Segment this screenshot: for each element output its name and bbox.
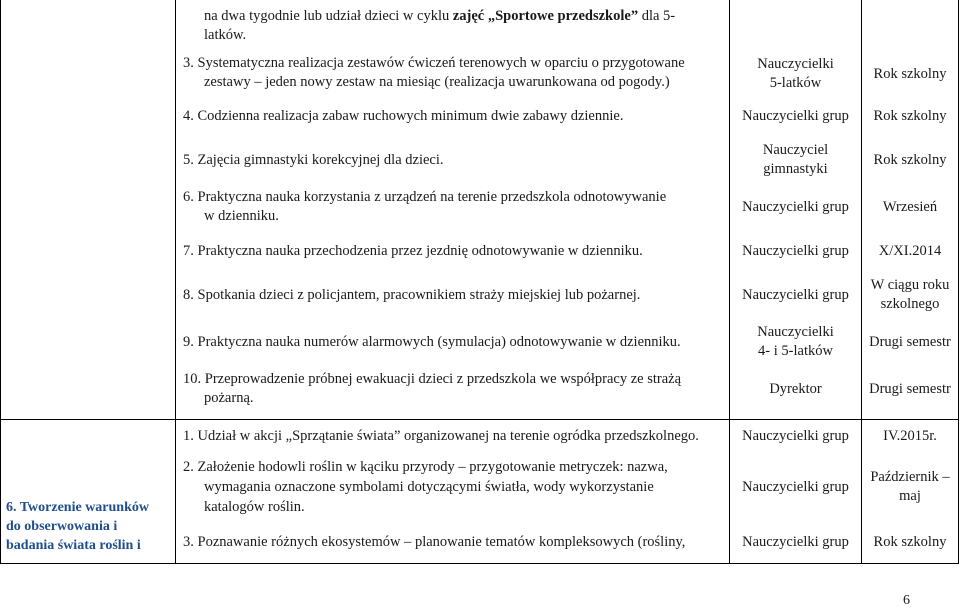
date-cell: Rok szkolny [873,152,947,168]
activity-text: 2. Założenie hodowli roślin w kąciku przyrody – przygotowanie metryczek: nazwa, [183,459,668,475]
responsible-cell: Nauczycielki grup [742,479,849,495]
responsible-cell: gimnastyki [763,161,828,177]
activity-text: 6. Praktyczna nauka korzystania z urządzeń na terenie przedszkola odnotowywanie [183,189,667,205]
date-cell: Październik – [870,469,950,485]
activity-text: 1. Udział w akcji „Sprzątanie świata” organizowanej na terenie ogródka przedszkolnego. [183,428,699,444]
activity-text: 4. Codzienna realizacja zabaw ruchowych minimum dwie zabawy dziennie. [183,108,624,124]
section-title: do obserwowania i [6,519,118,534]
responsible-cell: Nauczycielki grup [742,243,849,259]
responsible-cell: Nauczycielki [757,324,834,340]
responsible-cell: 4- i 5-latków [758,343,833,359]
date-cell: Wrzesień [882,199,938,215]
activity-text: 9. Praktyczna nauka numerów alarmowych (symulacja) odnotowywanie w dzienniku. [183,334,681,350]
table-border-right [958,0,959,563]
table-col-divider-1 [175,0,176,563]
table-border-left [0,0,1,563]
activity-text: zestawy – jeden nowy zestaw na miesiąc (realizacja uwarunkowana od pogody.) [204,74,670,90]
activity-text: 8. Spotkania dzieci z policjantem, pracownikiem straży miejskiej lub pożarnej. [183,287,641,303]
responsible-cell: Nauczycielki grup [742,534,849,550]
section-title: badania świata roślin i [6,538,141,553]
date-cell: maj [899,488,921,504]
responsible-cell: Nauczycielki grup [742,108,849,124]
activity-text: 3. Poznawanie różnych ekosystemów – planowanie tematów kompleksowych (rośliny, [183,534,686,550]
section-title: 6. Tworzenie warunków [6,500,149,515]
activity-text: katalogów roślin. [204,499,305,515]
activity-text: 7. Praktyczna nauka przechodzenia przez jezdnię odnotowywanie w dzienniku. [183,243,643,259]
responsible-cell: Nauczycielki grup [742,199,849,215]
activity-text: w dzienniku. [204,208,279,224]
activity-text: wymagania oznaczone symbolami dotyczącymi światła, wody wykorzystanie [204,479,654,495]
responsible-cell: 5-latków [769,75,822,91]
table-rule-section-6 [0,419,959,420]
date-cell: Drugi semestr [869,381,951,397]
responsible-cell: Nauczycielki [757,56,834,72]
page-number: 6 [903,593,910,608]
responsible-cell: Nauczyciel [762,142,829,158]
date-cell: szkolnego [880,296,940,312]
date-cell: Rok szkolny [873,534,947,550]
date-cell: Rok szkolny [873,108,947,124]
responsible-cell: Nauczycielki grup [742,287,849,303]
activity-text: 3. Systematyczna realizacja zestawów ćwiczeń terenowych w oparciu o przygotowane [183,55,685,71]
activity-text: 10. Przeprowadzenie próbnej ewakuacji dzieci z przedszkola we współpracy ze strażą [183,371,681,387]
date-cell: Drugi semestr [869,334,951,350]
responsible-cell: Nauczycielki grup [742,428,849,444]
table-border-bottom [0,563,959,564]
activity-text: na dwa tygodnie lub udział dzieci w cyklu zajęć „Sportowe przedszkole” dla 5- [204,8,676,24]
activity-text: latków. [204,27,247,43]
date-cell: Rok szkolny [873,66,947,82]
activity-text: pożarną. [204,390,254,406]
date-cell: IV.2015r. [883,428,937,444]
date-cell: X/XI.2014 [878,243,942,259]
activity-text: 5. Zajęcia gimnastyki korekcyjnej dla dzieci. [183,152,444,168]
date-cell: W ciągu roku [870,277,950,293]
responsible-cell: Dyrektor [769,381,822,397]
activity-highlight: zajęć „Sportowe przedszkole” [452,8,639,24]
